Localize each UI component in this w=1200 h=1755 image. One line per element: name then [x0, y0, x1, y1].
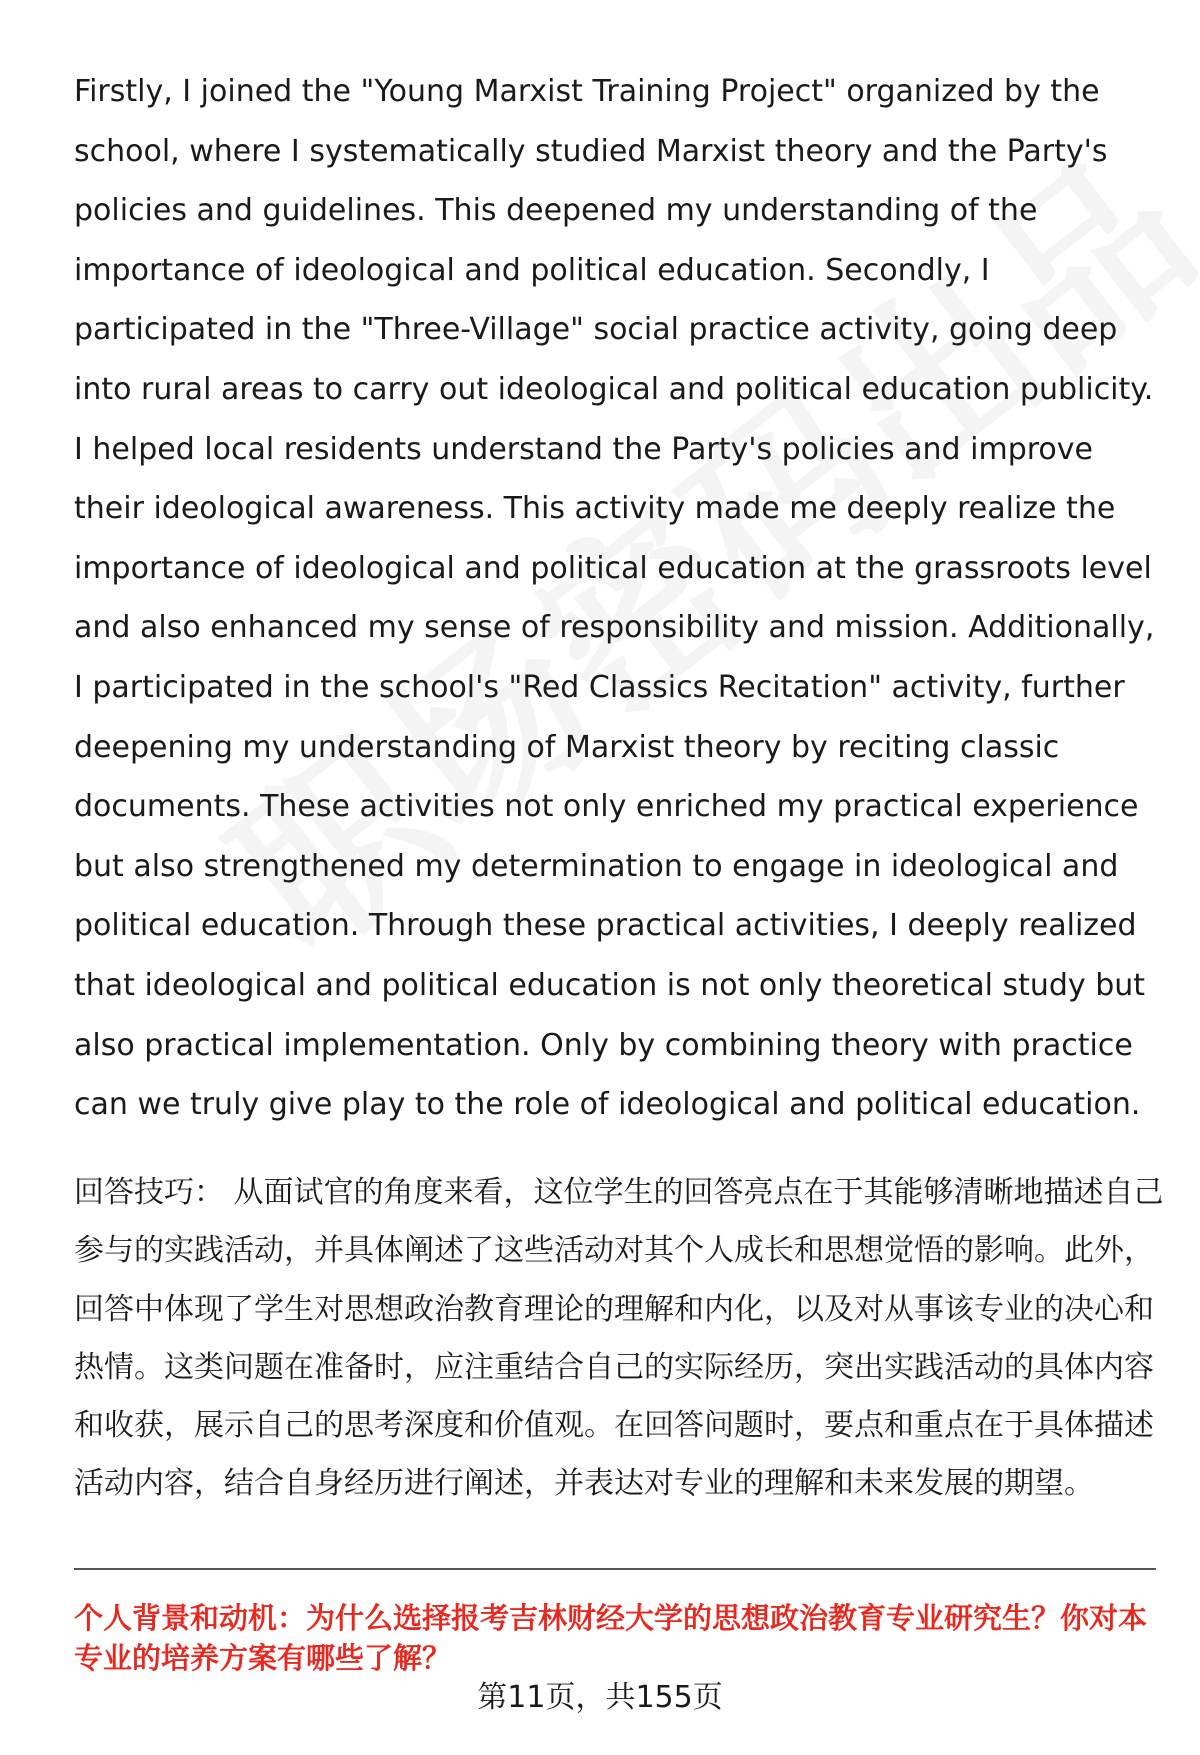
- answer-tips-paragraph: 回答技巧： 从面试官的角度来看，这位学生的回答亮点在于其能够清晰地描述自己参与的实践活动，并具体阐述了这些活动对其个人成长和思想觉悟的影响。此外，回答中体现了学生对思想政治教育理论的理解和内化，以及对从事该专业的决心和热情。这类问题在准备时，应注重结合自己的实际经历，突出实践活动的具体内容和收获，展示自己的思考深度和价值观。在回答问题时，要点和重点在于具体描述活动内容，结合自身经历进行阐述，并表达对专业的理解和未来发展的期望。: [74, 1175, 1164, 1502]
- section-divider: [74, 1568, 1156, 1570]
- page-number: 第11页，共155页: [477, 1680, 723, 1715]
- next-question-heading: 个人背景和动机：为什么选择报考吉林财经大学的思想政治教育专业研究生？你对本专业的培养方案有哪些了解？: [74, 1601, 1148, 1675]
- answer-paragraph: Firstly, I joined the "Young Marxist Training Project" organized by the school, where I systematically studied Marxist theory and the Party's policies and guidelines. This deepened my understanding of the importance of ideological and political education. Secondly, I participated in the "Three-Village" social practice activity, going deep into rural areas to carry out ideological and political education publicity. I helped local residents understand the Party's policies and improve their ideological awareness. This activity made me deeply realize the importance of ideological and political education at the grassroots level and also enhanced my sense of responsibility and mission. Additionally, I participated in the school's "Red Classics Recitation" activity, further deepening my understanding of Marxist theory by reciting classic documents. These activities not only enriched my practical experience but also strengthened my determination to engage in ideological and political education. Through these practical activities, I deeply realized that ideological and political education is not only theoretical study but also practical implementation. Only by combining theory with practice can we truly give play to the role of ideological and political education.: [74, 74, 1155, 1123]
